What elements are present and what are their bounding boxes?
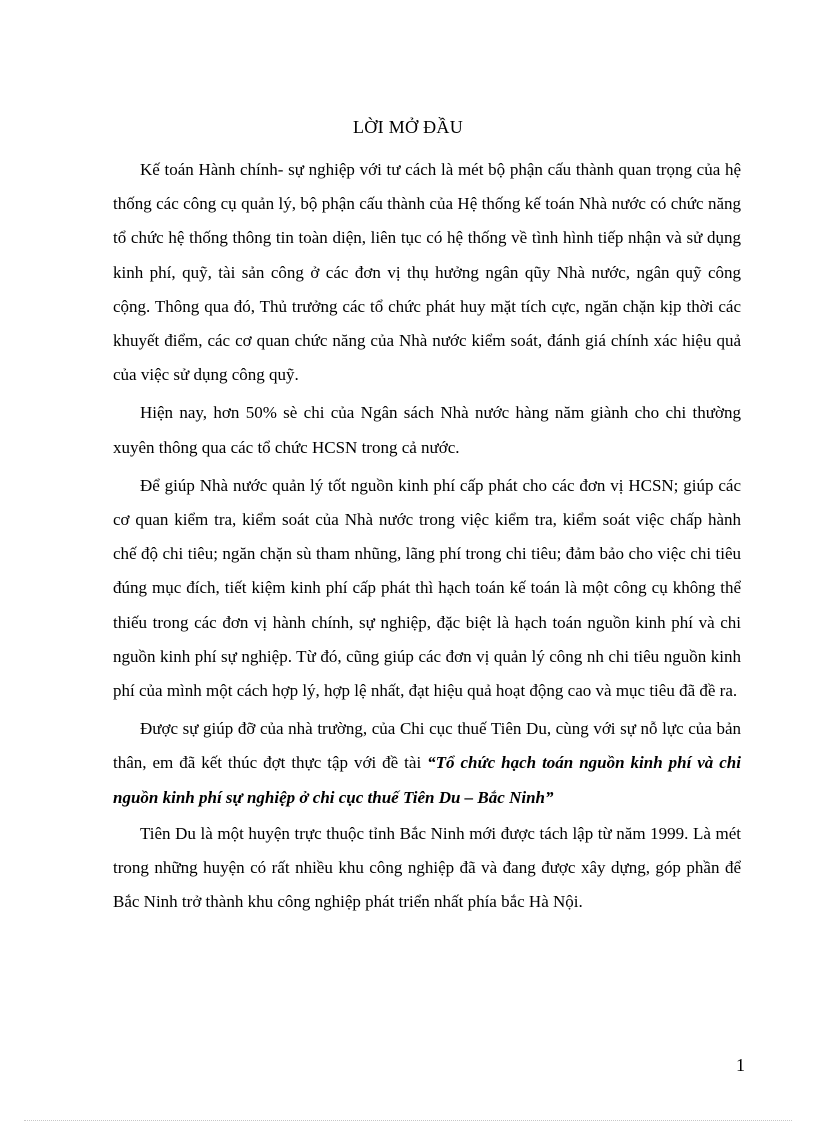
page-bottom-border [24, 1120, 792, 1121]
page-number: 1 [736, 1055, 745, 1075]
paragraph-topic-lead: Được sự giúp đỡ của nhà trường, của Chi cục thuế Tiên Du, cùng với sự nỗ lực của bản thân, em đã kết thúc đợt thực tập với đề tài [113, 719, 741, 773]
body-text [113, 153, 741, 919]
paragraph-budget-share: Hiện nay, hơn 50% sè chi của Ngân sách Nhà nước hàng năm giành cho chi thường xuyên thông qua các tổ chức HCSN trong cả nước. [113, 403, 741, 457]
thesis-topic-title: “Tổ chức hạch toán nguồn kinh phí và chi nguồn kinh phí sự nghiệp ở chi cục thuế Tiên Du – Bắc Ninh” [113, 753, 741, 807]
paragraph-tien-du: Tiên Du là một huyện trực thuộc tỉnh Bắc Ninh mới được tách lập từ năm 1999. Là mét trong những huyện có rất nhiều khu công nghiệp đã và đang được xây dựng, góp phần để Bắc Ninh trở thành khu công nghiệp phát triển nhất phía bắc Hà Nội. [113, 823, 741, 912]
paragraph-topic [113, 712, 741, 815]
paragraph-purpose: Để giúp Nhà nước quản lý tốt nguồn kinh phí cấp phát cho các đơn vị HCSN; giúp các cơ quan kiểm tra, kiểm soát của Nhà nước trong việc kiểm tra, kiểm soát việc chấp hành chế độ chi tiêu; ngăn chặn sù tham nhũng, lãng phí trong chi tiêu; đảm bảo cho việc chi tiêu đúng mục đích, tiết kiệm kinh phí cấp phát thì hạch toán kế toán là một công cụ không thể thiếu trong các đơn vị hành chính, sự nghiệp, đặc biệt là hạch toán nguồn kinh phí và chi nguồn kinh phí sự nghiệp. Từ đó, cũng giúp các đơn vị quản lý công nh chi tiêu nguồn kinh phí của mình một cách hợp lý, hợp lệ nhất, đạt hiệu quả hoạt động cao và mục tiêu đã đề ra. [113, 475, 741, 701]
page-title: LỜI MỞ ĐẦU [353, 117, 463, 137]
paragraph-intro: Kế toán Hành chính- sự nghiệp với tư cách là mét bộ phận cấu thành quan trọng của hệ thống các công cụ quản lý, bộ phận cấu thành của Hệ thống kế toán Nhà nước có chức năng tổ chức hệ thống thông tin toàn diện, liên tục có hệ thống về tình hình tiếp nhận và sử dụng kinh phí, quỹ, tài sản công ở các đơn vị thụ hưởng ngân qũy Nhà nước, ngân quỹ công cộng. Thông qua đó, Thủ trưởng các tổ chức phát huy mặt tích cực, ngăn chặn kịp thời các khuyết điểm, các cơ quan chức năng của Nhà nước kiểm soát, đánh giá chính xác hiệu quả của việc sử dụng công quỹ. [113, 160, 741, 385]
